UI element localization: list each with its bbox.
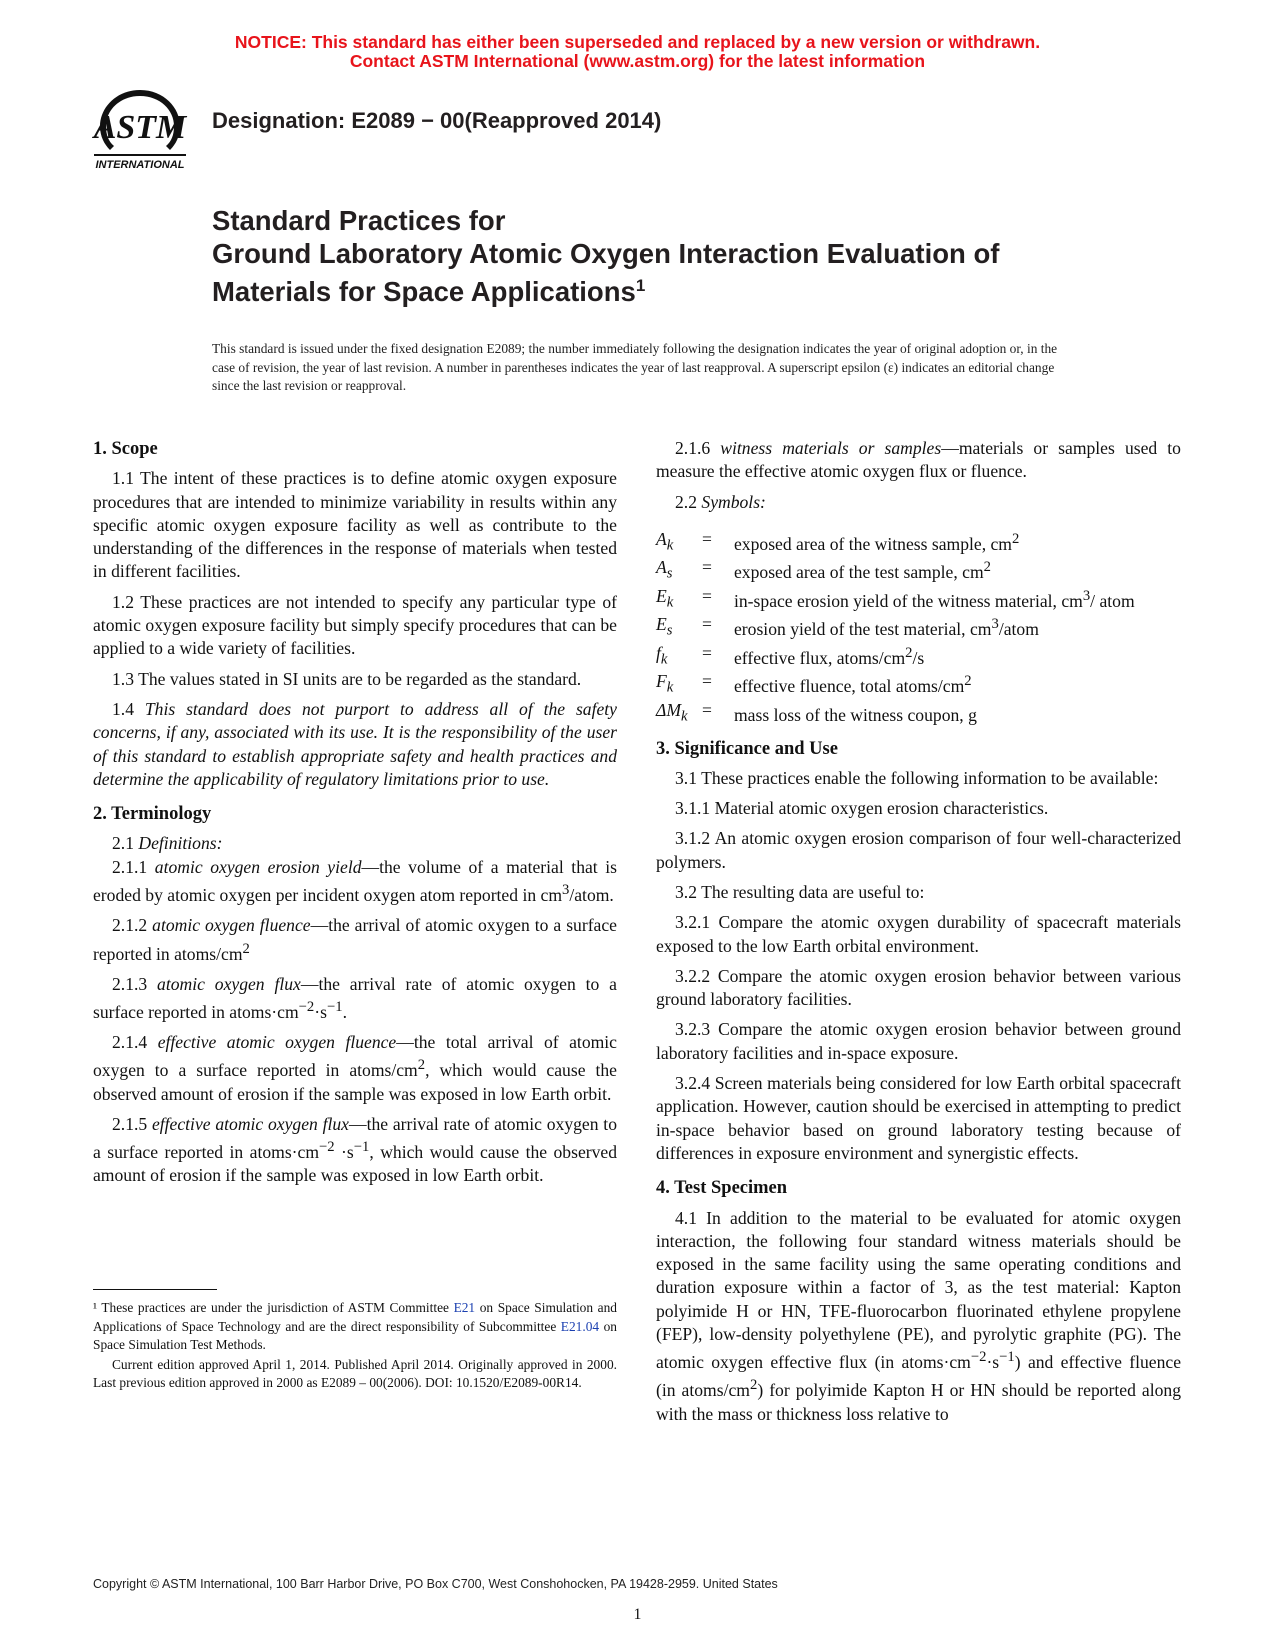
symbol: $\Delta M_k$ — [656, 699, 688, 725]
definition-2-1-5: 2.1.5 effective atomic oxygen flux—the arrival rate of atomic oxygen to a surface reported in $atoms\cdot cm^{-2} \cdot s^{-1}$, which would cause the observed amount of erosion if the sample was exposed in low Earth orbit. — [93, 1113, 618, 1186]
paragraph-2-1: 2.1 Definitions: — [112, 833, 223, 854]
paragraph-1-2: 1.2 These practices are not intended to specify any particular type of atomic oxygen exposure facility but simply specify procedures that can be applied to a wide variety of facilities. — [93, 591, 617, 659]
paragraph-3-2-3: 3.2.3 Compare the atomic oxygen erosion behavior between ground laboratory facilities and in-space exposure. — [656, 1019, 1181, 1063]
footnote-edition: Current edition approved April 1, 2014. Published April 2014. Originally approved in 2000. Last previous edition approved in 2000 as E2089 – 00(2006). DOI: 10.1520/E2089-00R14. — [93, 1356, 617, 1390]
equals-sign: = — [702, 528, 712, 549]
symbol-description: exposed area of the test sample, $cm^2$ — [734, 559, 991, 583]
symbol-description: effective flux, atoms/$cm^2/s$ — [734, 644, 925, 668]
section-heading-scope: 1. Scope — [93, 439, 158, 459]
paragraph-4-1: 4.1 In addition to the material to be evaluated for atomic oxygen interaction, the following four standard witness materials should be exposed in the same facility using the same operating conditions and duration exposure within a factor of 3, as the test material: Kapton polyimide H or HN, TFE-fluorocarbon fluorinated ethylene propylene (FEP), low-density polyethylene (PE), and pyrolytic graphite (PG). The atomic oxygen effective flux (in $atoms\cdot cm^{-2}\cdot s^{-1}$) and effective fluence (in atoms/$cm^2$) for polyimide Kapton H or HN should be reported along with the mass or thickness loss relative to — [656, 1207, 1182, 1424]
symbol: $F_k$ — [656, 671, 674, 696]
subcommittee-link[interactable]: E21.04 — [560, 1318, 600, 1334]
symbol-row — [656, 699, 1135, 728]
svg-text:INTERNATIONAL: INTERNATIONAL — [95, 159, 185, 171]
paragraph-3-2: 3.2 The resulting data are useful to: — [675, 881, 925, 902]
equals-sign: = — [702, 642, 712, 663]
symbol-description: effective fluence, total atoms/$cm^2$ — [734, 673, 972, 697]
title-line-2: Ground Laboratory Atomic Oxygen Interaction Evaluation of — [212, 237, 1000, 269]
equals-sign: = — [702, 671, 712, 692]
notice-line-1: NOTICE: This standard has either been superseded and replaced by a new version or withdrawn. — [234, 32, 1041, 52]
footnote — [93, 1299, 617, 1394]
section-heading-test-specimen: 4. Test Specimen — [656, 1178, 788, 1199]
equals-sign: = — [702, 699, 712, 720]
withdrawal-notice — [0, 33, 1275, 71]
astm-logo — [90, 86, 190, 172]
paragraph-3-1: 3.1 These practices enable the following information to be available: — [675, 767, 1159, 788]
symbols-table — [656, 528, 1135, 728]
copyright-line: Copyright © ASTM International, 100 Barr Harbor Drive, PO Box C700, West Conshohocken, PA 19428-2959. United States — [93, 1577, 778, 1591]
symbol-row — [656, 613, 1135, 642]
definition-2-1-2: 2.1.2 atomic oxygen fluence—the arrival of atomic oxygen to a surface reported in atoms/$cm^2$ — [93, 915, 617, 964]
section-heading-significance: 3. Significance and Use — [656, 738, 838, 759]
symbol: $f_k$ — [656, 642, 668, 668]
equals-sign: = — [702, 557, 712, 578]
paragraph-3-1-2: 3.1.2 An atomic oxygen erosion comparison of four well-characterized polymers. — [656, 828, 1181, 872]
svg-text:ASTM: ASTM — [93, 109, 187, 146]
equals-sign: = — [702, 614, 712, 635]
symbol-row — [656, 528, 1135, 557]
equals-sign: = — [702, 585, 712, 606]
designation: Designation: E2089 − 00(Reapproved 2014) — [212, 108, 662, 133]
symbol-description: exposed area of the witness sample, $cm^2$ — [734, 530, 1020, 554]
footnote-jurisdiction: ¹ These practices are under the jurisdiction of ASTM Committee E21 on Space Simulation and Applications of Space Technology and are the direct responsibility of Subcommittee E21.04 on Space Simulation Test Methods. — [93, 1300, 617, 1352]
right-column — [656, 437, 1181, 1433]
definition-2-1-4: 2.1.4 effective atomic oxygen fluence—the total arrival of atomic oxygen to a surface reported in atoms/$cm^2$, which would cause the observed amount of erosion if the sample was exposed in low Earth orbit. — [93, 1032, 617, 1104]
symbol-row — [656, 585, 1135, 614]
definition-2-1-3: 2.1.3 atomic oxygen flux—the arrival rate of atomic oxygen to a surface reported in $atoms\cdot cm^{-2}\cdot s^{-1}$. — [93, 973, 617, 1022]
symbol-description: erosion yield of the test material, $cm^3$/atom — [734, 616, 1039, 640]
symbol-row — [656, 642, 1135, 671]
paragraph-3-2-2: 3.2.2 Compare the atomic oxygen erosion behavior between various ground laboratory facilities. — [656, 965, 1181, 1010]
issue-note: This standard is issued under the fixed designation E2089; the number immediately following the designation indicates the year of original adoption or, in the case of revision, the year of last revision. A number in parentheses indicates the year of last reapproval. A superscript epsilon (ε) indicates an editorial change since the last revision or reapproval. — [212, 341, 1058, 393]
paragraph-1-1: 1.1 The intent of these practices is to define atomic oxygen exposure procedures that are intended to minimize variability in results within any specific atomic oxygen exposure facility as well as contribute to the understanding of the differences in the response of materials when tested in different facilities. — [93, 468, 617, 582]
symbol: $A_s$ — [656, 557, 673, 582]
symbol-description: in-space erosion yield of the witness material, $cm^3/$ atom — [734, 587, 1135, 611]
symbol: $E_k$ — [656, 585, 674, 611]
symbol-row — [656, 556, 1135, 585]
definition-2-1-1: 2.1.1 atomic oxygen erosion yield—the volume of a material that is eroded by atomic oxygen per incident oxygen atom reported in $cm^3$/atom. — [93, 856, 617, 905]
symbol-row — [656, 670, 1135, 699]
left-column — [93, 437, 617, 1195]
title-line-1: Standard Practices for — [212, 205, 506, 236]
paragraph-3-1-1: 3.1.1 Material atomic oxygen erosion characteristics. — [675, 798, 1049, 819]
symbol: $E_s$ — [656, 614, 673, 639]
paragraph-1-4: 1.4 This standard does not purport to address all of the safety concerns, if any, associated with its use. It is the responsibility of the user of this standard to establish appropriate safety and health practices and determine the applicability of regulatory limitations prior to use. — [93, 698, 617, 789]
notice-line-2: Contact ASTM International (www.astm.org) for the latest information — [349, 51, 926, 71]
section-heading-terminology: 2. Terminology — [93, 804, 212, 825]
paragraph-2-2: 2.2 Symbols: — [675, 491, 766, 512]
symbol-description: mass loss of the witness coupon, g — [734, 704, 977, 725]
paragraph-1-3: 1.3 The values stated in SI units are to be regarded as the standard. — [112, 668, 582, 689]
symbol: $A_k$ — [656, 528, 674, 554]
footnote-rule — [93, 1289, 217, 1290]
paragraph-3-2-1: 3.2.1 Compare the atomic oxygen durability of spacecraft materials exposed to the low Earth orbital environment. — [656, 912, 1181, 956]
definition-2-1-6: 2.1.6 witness materials or samples—materials or samples used to measure the effective atomic oxygen flux or fluence. — [656, 438, 1181, 482]
committee-link[interactable]: E21 — [453, 1300, 476, 1315]
title-line-3: Materials for Space Applications$^1$ — [212, 276, 646, 308]
page-number: 1 — [633, 1606, 642, 1623]
document-title — [212, 205, 1112, 309]
paragraph-3-2-4: 3.2.4 Screen materials being considered for low Earth orbital spacecraft application. However, caution should be exercised in attempting to predict in-space behavior based on ground laboratory testing because of differences in exposure environment and synergistic effects. — [656, 1073, 1181, 1163]
